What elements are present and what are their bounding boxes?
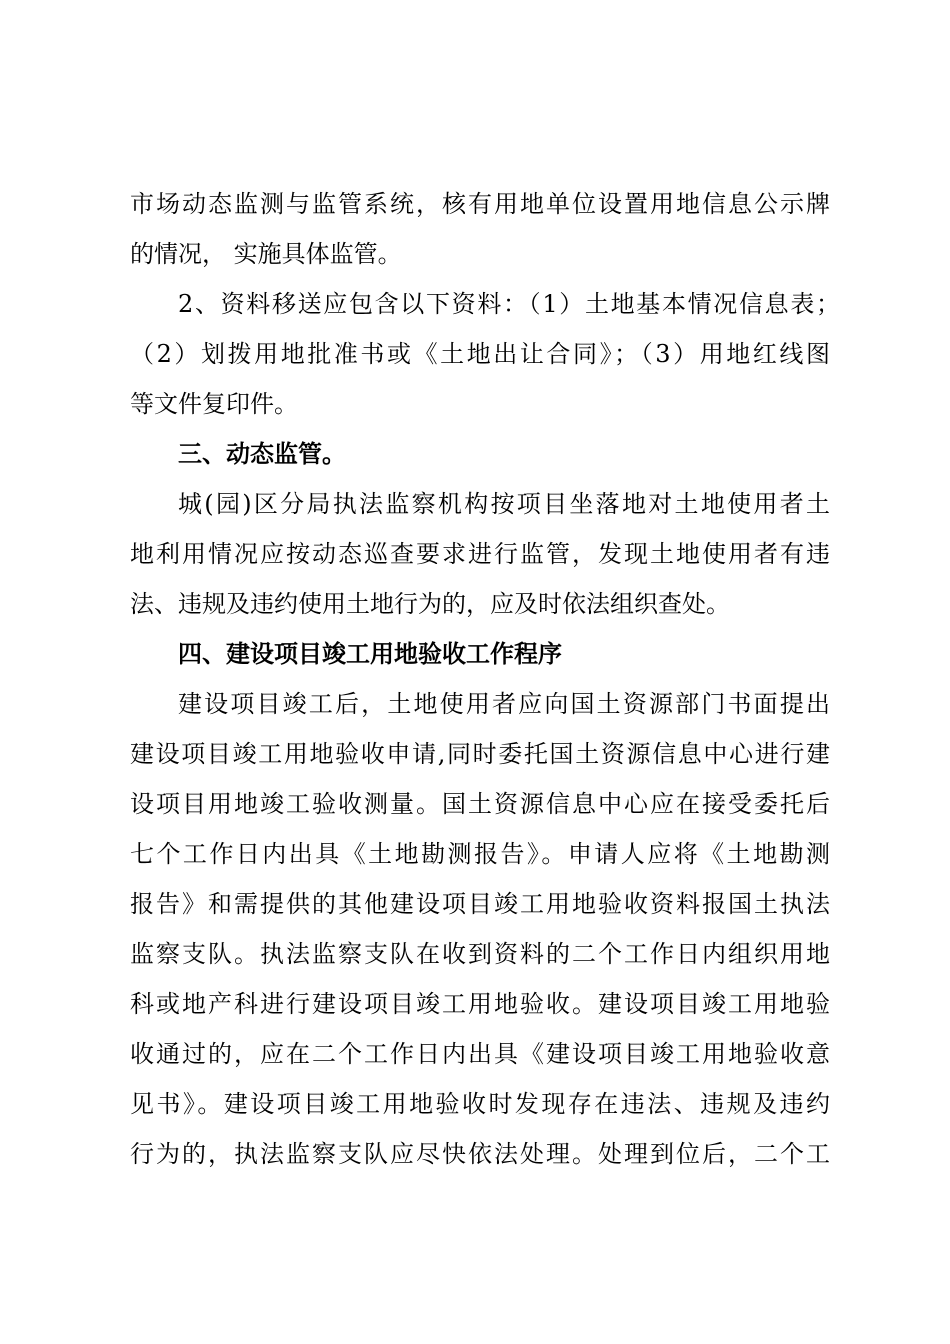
paragraph-line: 设项目用地竣工验收测量。国土资源信息中心应在接受委托后	[130, 790, 830, 818]
paragraph-line: 监察支队。执法监察支队在收到资料的二个工作日内组织用地	[130, 940, 830, 968]
paragraph-line: 建设项目竣工用地验收申请,同时委托国土资源信息中心进行建	[130, 740, 830, 768]
paragraph-line: 行为的，执法监察支队应尽快依法处理。处理到位后，二个工	[130, 1140, 830, 1168]
paragraph-line: 地利用情况应按动态巡查要求进行监管，发现土地使用者有违	[130, 540, 830, 568]
paragraph-line: 城(园)区分局执法监察机构按项目坐落地对土地使用者土	[178, 490, 830, 518]
paragraph-line: 见书》。建设项目竣工用地验收时发现存在违法、违规及违约	[130, 1090, 830, 1118]
paragraph-line: 科或地产科进行建设项目竣工用地验收。建设项目竣工用地验	[130, 990, 830, 1018]
section-heading: 四、建设项目竣工用地验收工作程序	[178, 640, 562, 668]
paragraph-line: 七个工作日内出具《土地勘测报告》。申请人应将《土地勘测	[130, 840, 830, 868]
paragraph-line: 的情况， 实施具体监管。	[130, 240, 402, 268]
paragraph-line: 建设项目竣工后，土地使用者应向国土资源部门书面提出	[178, 690, 830, 718]
paragraph-line: 市场动态监测与监管系统，核有用地单位设置用地信息公示牌	[130, 190, 830, 218]
paragraph-line: 报告》和需提供的其他建设项目竣工用地验收资料报国土执法	[130, 890, 830, 918]
paragraph-line: 收通过的，应在二个工作日内出具《建设项目竣工用地验收意	[130, 1040, 830, 1068]
paragraph-line: 法、违规及违约使用土地行为的，应及时依法组织查处。	[130, 590, 730, 618]
paragraph-line: （2）划拨用地批准书或《土地出让合同》；（3）用地红线图	[130, 340, 830, 368]
paragraph-line: 等文件复印件。	[130, 390, 298, 418]
section-heading: 三、动态监管。	[178, 440, 346, 468]
paragraph-line: 2、资料移送应包含以下资料：（1）土地基本情况信息表；	[178, 290, 840, 318]
